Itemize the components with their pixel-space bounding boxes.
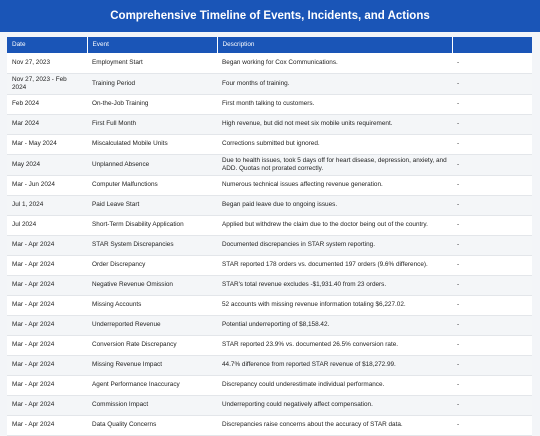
cell-description: STAR reported 178 orders vs. documented 197 orders (9.6% difference). bbox=[217, 255, 452, 275]
cell-event: Training Period bbox=[87, 73, 217, 94]
column-header-extra bbox=[452, 37, 532, 53]
column-header-date: Date bbox=[7, 37, 87, 53]
page-title: Comprehensive Timeline of Events, Incidents, and Actions bbox=[0, 0, 540, 32]
cell-extra: - bbox=[452, 94, 532, 114]
cell-event: STAR System Discrepancies bbox=[87, 235, 217, 255]
table-row bbox=[7, 114, 532, 134]
table-row bbox=[7, 275, 532, 295]
cell-extra: - bbox=[452, 215, 532, 235]
cell-date: Nov 27, 2023 bbox=[7, 53, 87, 73]
cell-event: Underreported Revenue bbox=[87, 315, 217, 335]
cell-date: Nov 27, 2023 - Feb 2024 bbox=[7, 73, 87, 94]
cell-event: On-the-Job Training bbox=[87, 94, 217, 114]
table-row bbox=[7, 355, 532, 375]
cell-extra: - bbox=[452, 154, 532, 175]
cell-description: STAR reported 23.9% vs. documented 26.5% conversion rate. bbox=[217, 335, 452, 355]
table-row bbox=[7, 94, 532, 114]
cell-date: Mar - Apr 2024 bbox=[7, 335, 87, 355]
cell-extra: - bbox=[452, 195, 532, 215]
cell-description: First month talking to customers. bbox=[217, 94, 452, 114]
cell-event: Short-Term Disability Application bbox=[87, 215, 217, 235]
table-row bbox=[7, 154, 532, 175]
cell-description: 52 accounts with missing revenue information totaling $6,227.02. bbox=[217, 295, 452, 315]
table-row bbox=[7, 195, 532, 215]
cell-extra: - bbox=[452, 375, 532, 395]
cell-date: Mar - Apr 2024 bbox=[7, 415, 87, 435]
cell-description: Due to health issues, took 5 days off for heart disease, depression, anxiety, and ADD. Quotas not prorated correctly. bbox=[217, 154, 452, 175]
table-row bbox=[7, 295, 532, 315]
cell-date: Jul 1, 2024 bbox=[7, 195, 87, 215]
cell-date: Mar - Jun 2024 bbox=[7, 175, 87, 195]
cell-extra: - bbox=[452, 275, 532, 295]
cell-date: Jul 2024 bbox=[7, 215, 87, 235]
cell-extra: - bbox=[452, 175, 532, 195]
table-row bbox=[7, 315, 532, 335]
cell-event: Miscalculated Mobile Units bbox=[87, 134, 217, 154]
cell-date: Mar - Apr 2024 bbox=[7, 355, 87, 375]
cell-date: Mar - Apr 2024 bbox=[7, 315, 87, 335]
table-row bbox=[7, 53, 532, 73]
table-row bbox=[7, 395, 532, 415]
cell-event: Negative Revenue Omission bbox=[87, 275, 217, 295]
cell-description: Applied but withdrew the claim due to the doctor being out of the country. bbox=[217, 215, 452, 235]
table-row bbox=[7, 335, 532, 355]
cell-date: May 2024 bbox=[7, 154, 87, 175]
cell-event: Computer Malfunctions bbox=[87, 175, 217, 195]
cell-description: Underreporting could negatively affect compensation. bbox=[217, 395, 452, 415]
cell-extra: - bbox=[452, 235, 532, 255]
table-row bbox=[7, 73, 532, 94]
cell-extra: - bbox=[452, 355, 532, 375]
cell-extra: - bbox=[452, 395, 532, 415]
cell-description: Began paid leave due to ongoing issues. bbox=[217, 195, 452, 215]
cell-event: Paid Leave Start bbox=[87, 195, 217, 215]
table-row bbox=[7, 134, 532, 154]
cell-event: Agent Performance Inaccuracy bbox=[87, 375, 217, 395]
timeline-table-container[interactable] bbox=[7, 37, 532, 428]
cell-event: Missing Accounts bbox=[87, 295, 217, 315]
cell-extra: - bbox=[452, 73, 532, 94]
cell-description: High revenue, but did not meet six mobile units requirement. bbox=[217, 114, 452, 134]
cell-date: Mar - Apr 2024 bbox=[7, 395, 87, 415]
cell-description: Corrections submitted but ignored. bbox=[217, 134, 452, 154]
table-row bbox=[7, 375, 532, 395]
cell-description: Began working for Cox Communications. bbox=[217, 53, 452, 73]
cell-date: Mar - Apr 2024 bbox=[7, 295, 87, 315]
cell-date: Feb 2024 bbox=[7, 94, 87, 114]
cell-description: Discrepancies raise concerns about the accuracy of STAR data. bbox=[217, 415, 452, 435]
cell-extra: - bbox=[452, 415, 532, 435]
cell-event: Conversion Rate Discrepancy bbox=[87, 335, 217, 355]
table-body bbox=[7, 53, 532, 435]
cell-event: Unplanned Absence bbox=[87, 154, 217, 175]
cell-description: 44.7% difference from reported STAR revenue of $18,272.99. bbox=[217, 355, 452, 375]
cell-extra: - bbox=[452, 335, 532, 355]
table-row bbox=[7, 215, 532, 235]
cell-extra: - bbox=[452, 53, 532, 73]
cell-extra: - bbox=[452, 315, 532, 335]
cell-description: Four months of training. bbox=[217, 73, 452, 94]
table-header-row bbox=[7, 37, 532, 53]
cell-event: Order Discrepancy bbox=[87, 255, 217, 275]
cell-description: STAR's total revenue excludes -$1,931.40 from 23 orders. bbox=[217, 275, 452, 295]
cell-date: Mar - Apr 2024 bbox=[7, 235, 87, 255]
cell-extra: - bbox=[452, 114, 532, 134]
cell-description: Discrepancy could underestimate individual performance. bbox=[217, 375, 452, 395]
table-row bbox=[7, 235, 532, 255]
table-row bbox=[7, 415, 532, 435]
cell-description: Potential underreporting of $8,158.42. bbox=[217, 315, 452, 335]
column-header-event: Event bbox=[87, 37, 217, 53]
cell-extra: - bbox=[452, 134, 532, 154]
cell-event: Employment Start bbox=[87, 53, 217, 73]
cell-extra: - bbox=[452, 295, 532, 315]
cell-date: Mar - May 2024 bbox=[7, 134, 87, 154]
cell-description: Numerous technical issues affecting revenue generation. bbox=[217, 175, 452, 195]
cell-event: Missing Revenue Impact bbox=[87, 355, 217, 375]
table-row bbox=[7, 255, 532, 275]
timeline-table bbox=[7, 37, 532, 436]
cell-event: Commission Impact bbox=[87, 395, 217, 415]
table-row bbox=[7, 175, 532, 195]
cell-date: Mar - Apr 2024 bbox=[7, 255, 87, 275]
cell-description: Documented discrepancies in STAR system reporting. bbox=[217, 235, 452, 255]
column-header-description: Description bbox=[217, 37, 452, 53]
cell-extra: - bbox=[452, 255, 532, 275]
cell-date: Mar 2024 bbox=[7, 114, 87, 134]
cell-event: First Full Month bbox=[87, 114, 217, 134]
cell-date: Mar - Apr 2024 bbox=[7, 375, 87, 395]
cell-event: Data Quality Concerns bbox=[87, 415, 217, 435]
cell-date: Mar - Apr 2024 bbox=[7, 275, 87, 295]
